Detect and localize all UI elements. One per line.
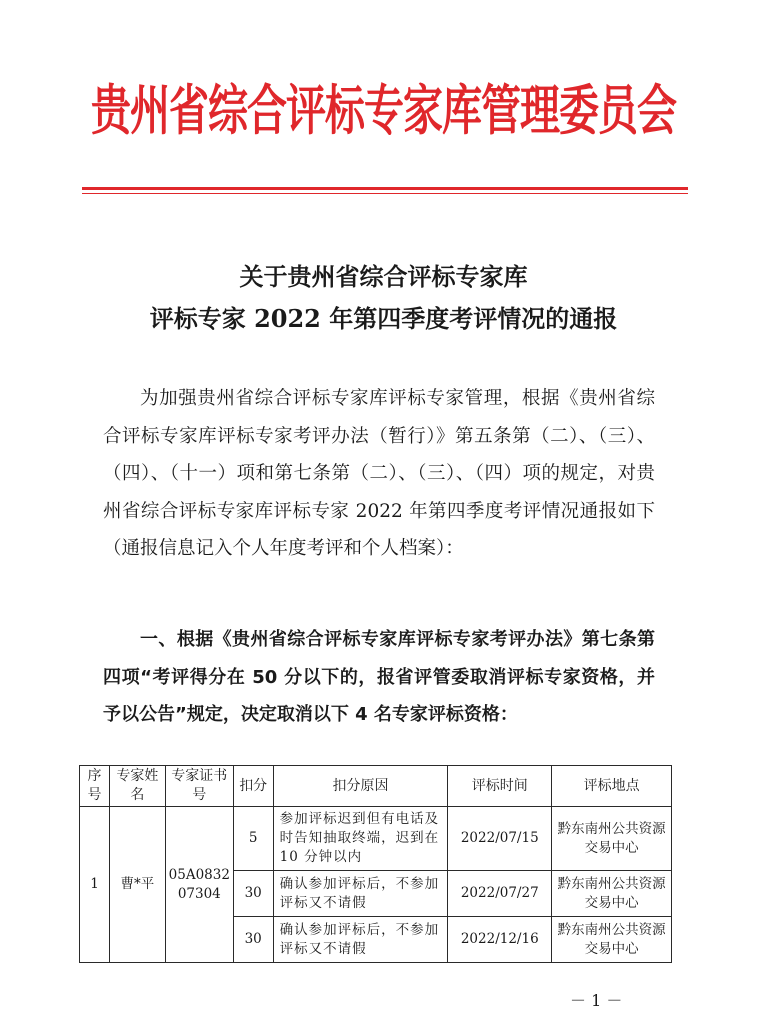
header-reason: 扣分原因 — [273, 766, 448, 807]
cell-eval-place: 黔东南州公共资源交易中心 — [552, 871, 672, 917]
cell-eval-place: 黔东南州公共资源交易中心 — [552, 917, 672, 963]
document-title-line1: 关于贵州省综合评标专家库 — [239, 262, 528, 291]
page-number: － 1 － — [570, 991, 623, 1010]
cell-expert-name: 曹*平 — [109, 807, 165, 963]
cell-reason: 参加评标迟到但有电话及时告知抽取终端，迟到在 10 分钟以内 — [273, 807, 448, 871]
section-one-paragraph: 一、根据《贵州省综合评标专家库评标专家考评办法》第七条第四项“考评得分在 50 分以下的，报省评管委取消评标专家资格，并予以公告”规定，决定取消以下 4 名专家评标资格： — [103, 629, 655, 726]
cell-eval-time: 2022/07/27 — [448, 871, 552, 917]
table-row — [80, 807, 672, 871]
header-cert-number: 专家证书号 — [165, 766, 233, 807]
cell-eval-time: 2022/12/16 — [448, 917, 552, 963]
cell-reason: 确认参加评标后，不参加评标又不请假 — [273, 917, 448, 963]
cell-cert-number: 05A083207304 — [165, 807, 233, 963]
issuing-org-header: 贵州省综合评标专家库管理委员会 — [91, 78, 676, 143]
deduction-table — [79, 765, 672, 963]
header-points: 扣分 — [233, 766, 273, 807]
intro-paragraph: 为加强贵州省综合评标专家库评标专家管理，根据《贵州省综合评标专家库评标专家考评办法（暂行）》第五条第（二）、（三）、（四）、（十一）项和第七条第（二）、（三）、（四）项的规定，对贵州省综合评标专家库评标专家 2022 年第四季度考评情况通报如下（通报信息记入个人年度考评和个人档案）： — [103, 388, 655, 560]
document-title-line2: 评标专家 2022 年第四季度考评情况的通报 — [149, 304, 618, 333]
header-eval-time: 评标时间 — [448, 766, 552, 807]
header-expert-name: 专家姓名 — [109, 766, 165, 807]
cell-seq: 1 — [80, 807, 110, 963]
cell-eval-time: 2022/07/15 — [448, 807, 552, 871]
header-seq: 序号 — [80, 766, 110, 807]
header-red-rule-thick — [82, 187, 688, 190]
cell-points: 30 — [233, 871, 273, 917]
header-eval-place: 评标地点 — [552, 766, 672, 807]
cell-reason: 确认参加评标后，不参加评标又不请假 — [273, 871, 448, 917]
cell-points: 5 — [233, 807, 273, 871]
table-header-row — [80, 766, 672, 807]
cell-points: 30 — [233, 917, 273, 963]
cell-eval-place: 黔东南州公共资源交易中心 — [552, 807, 672, 871]
header-red-rule-thin — [82, 193, 688, 194]
